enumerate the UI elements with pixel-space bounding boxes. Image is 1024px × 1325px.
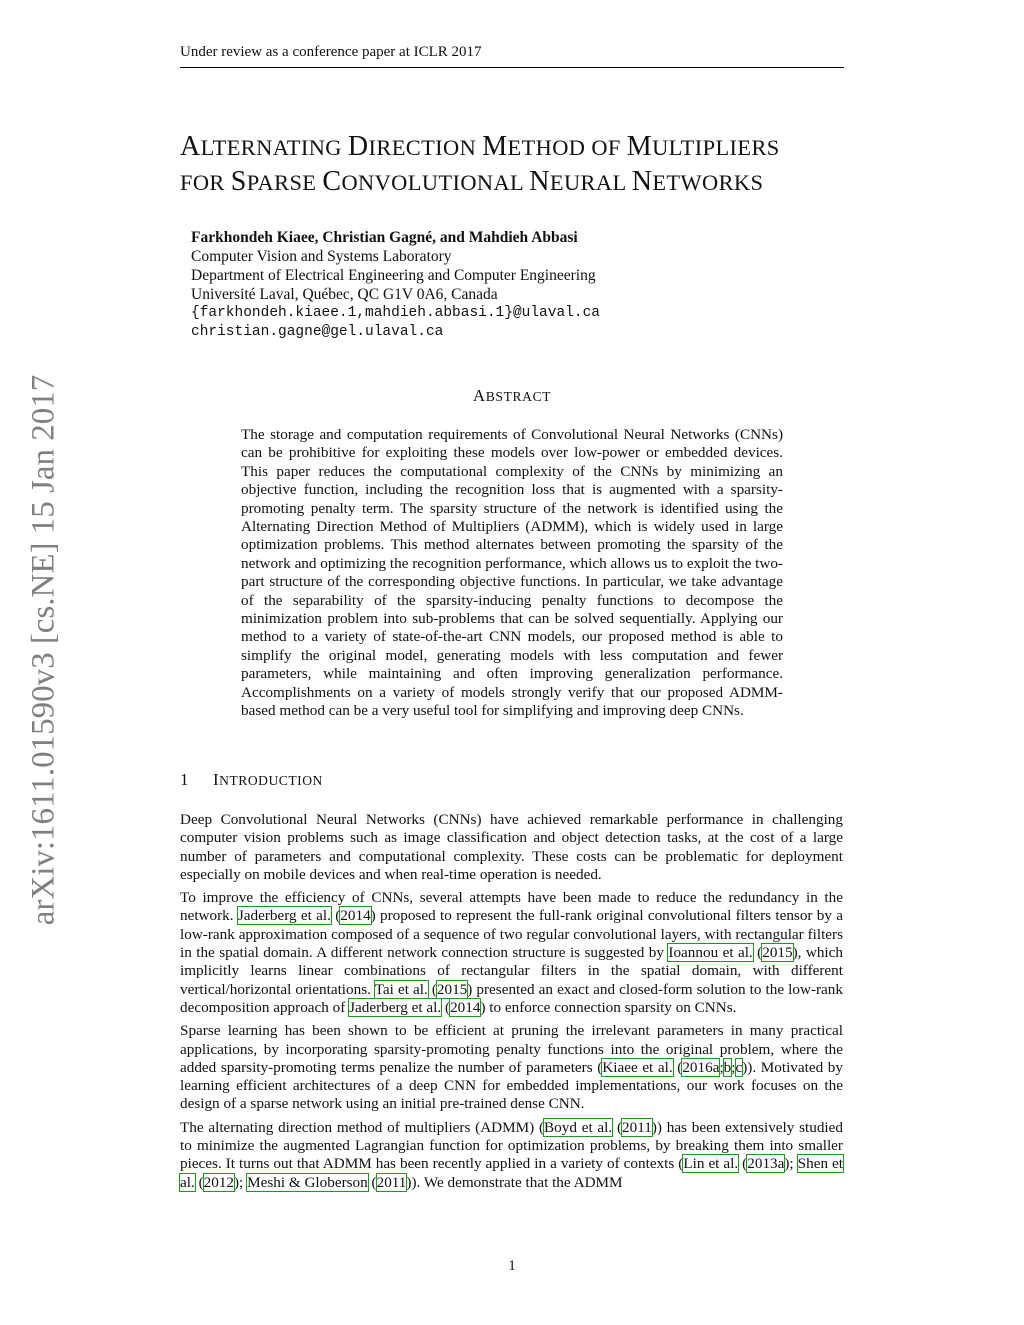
- author-names: Farkhondeh Kiaee, Christian Gagné, and Mahdieh Abbasi: [191, 229, 578, 246]
- author-emails: {farkhondeh.kiaee.1,mahdieh.abbasi.1}@ulaval.ca: [191, 305, 600, 321]
- citation-year-link[interactable]: b: [723, 1058, 732, 1076]
- affiliation-department: Department of Electrical Engineering and Computer Engineering: [191, 267, 596, 284]
- citation-link[interactable]: Boyd et al.: [544, 1118, 613, 1136]
- citation-year-link[interactable]: 2013a: [747, 1155, 785, 1173]
- citation-link[interactable]: Meshi & Globerson: [247, 1173, 368, 1191]
- citation-link[interactable]: Jaderberg et al.: [237, 907, 331, 925]
- citation-link[interactable]: Tai et al.: [374, 980, 428, 998]
- author-email-gagne: christian.gagne@gel.ulaval.ca: [191, 324, 444, 340]
- title-line-1: ALTERNATING DIRECTION METHOD OF MULTIPLIERS: [180, 131, 780, 162]
- paper-title: [180, 130, 860, 200]
- citation-link[interactable]: Jaderberg et al.: [349, 998, 442, 1016]
- arxiv-stamp-text: arXiv:1611.01590v3 [cs.NE] 15 Jan 2017: [25, 374, 62, 926]
- abstract-text: The storage and computation requirements of Convolutional Neural Networks (CNNs) can be prohibitive for exploiting these models over low-power or embedded devices. This paper reduces the computational complexity of the CNNs by minimizing an objective function, including the recognition loss that is augmented with a sparsity-promoting penalty term. The sparsity structure of the network is identified using the Alternating Direction Method of Multipliers (ADMM), which is widely used in large optimization problems. This method alternates between promoting the sparsity of the network and optimizing the recognition performance, which allows us to exploit the two-part structure of the corresponding objective functions. In particular, we take advantage of the separability of the sparsity-inducing penalty functions to decompose the minimization problem into sub-problems that can be solved sequentially. Applying our method to a variety of state-of-the-art CNN models, our proposed method is able to simplify the original model, generating models with less computation and fewer parameters, while maintaining and often improving generalization performance. Accomplishments on a variety of models strongly verify that our proposed ADMM-based method can be a very useful tool for simplifying and improving deep CNNs.: [241, 426, 783, 720]
- citation-link[interactable]: Shen et al.: [180, 1155, 844, 1191]
- citation-year-link[interactable]: 2011: [376, 1173, 407, 1191]
- citation-link[interactable]: Ioannou et al.: [668, 944, 753, 962]
- page-number: 1: [508, 1258, 516, 1274]
- affiliation-address: Université Laval, Québec, QC G1V 0A6, Canada: [191, 286, 498, 303]
- citation-year-link[interactable]: 2014: [340, 907, 371, 925]
- abstract-heading: ABSTRACT: [472, 386, 552, 405]
- citation-link[interactable]: Lin et al.: [683, 1155, 739, 1173]
- intro-paragraph-2: To improve the efficiency of CNNs, several attempts have been made to reduce the redundancy in the network. Jaderberg et al. (2014) proposed to represent the full-rank original convolutional filters tensor by a low-rank approximation composed of a sequence of two regular convolutional layers, with rectangular filters in the spatial domain. A different network connection structure is suggested by Ioannou et al. (2015), which implicitly learns linear combinations of rectangular filters in the spatial domain, with different vertical/horizontal orientations. Tai et al. (2015) presented an exact and closed-form solution to the low-rank decomposition approach of Jaderberg et al. (2014) to enforce connection sparsity on CNNs.: [180, 889, 843, 1016]
- citation-link[interactable]: Kiaee et al.: [602, 1058, 673, 1076]
- citation-year-link[interactable]: 2015: [436, 980, 468, 998]
- citation-year-link[interactable]: 2012: [203, 1173, 234, 1191]
- section-heading-introduction: 1 INTRODUCTION: [180, 770, 323, 789]
- citation-year-link[interactable]: 2015: [762, 944, 793, 962]
- citation-year-link[interactable]: 2016a: [682, 1058, 720, 1076]
- running-header: Under review as a conference paper at ICLR 2017: [180, 44, 844, 68]
- intro-paragraph-1: Deep Convolutional Neural Networks (CNNs) have achieved remarkable performance in challenging computer vision problems such as image classification and object detection tasks, at the cost of a large number of parameters and computational complexity. These costs can be problematic for deployment especially on mobile devices and when real-time operation is needed.: [180, 811, 843, 883]
- arxiv-stamp: [22, 360, 66, 940]
- introduction-body: [180, 811, 843, 1197]
- intro-paragraph-4: The alternating direction method of multipliers (ADMM) (Boyd et al. (2011)) has been extensively studied to minimize the augmented Lagrangian function for optimization problems, by breaking them into smaller pieces. It turns out that ADMM has been recently applied in a variety of contexts (Lin et al. (2013a); Shen et al. (2012); Meshi & Globerson (2011)). We demonstrate that the ADMM: [180, 1118, 844, 1191]
- author-block: [191, 228, 791, 342]
- title-line-2: FOR SPARSE CONVOLUTIONAL NEURAL NETWORKS: [180, 166, 764, 197]
- citation-year-link[interactable]: c: [735, 1058, 743, 1076]
- citation-year-link[interactable]: 2011: [622, 1118, 652, 1136]
- affiliation-lab: Computer Vision and Systems Laboratory: [191, 248, 452, 265]
- citation-year-link[interactable]: 2014: [450, 998, 481, 1016]
- intro-paragraph-3: Sparse learning has been shown to be efficient at pruning the irrelevant parameters in many practical applications, by incorporating sparsity-promoting penalty functions into the original problem, where the added sparsity-promoting terms penalize the number of parameters (Kiaee et al. (2016a;b;c)). Motivated by learning efficient architectures of a deep CNN for embedded implementations, our work focuses on the design of a sparse network using an initial pre-trained dense CNN.: [180, 1022, 843, 1113]
